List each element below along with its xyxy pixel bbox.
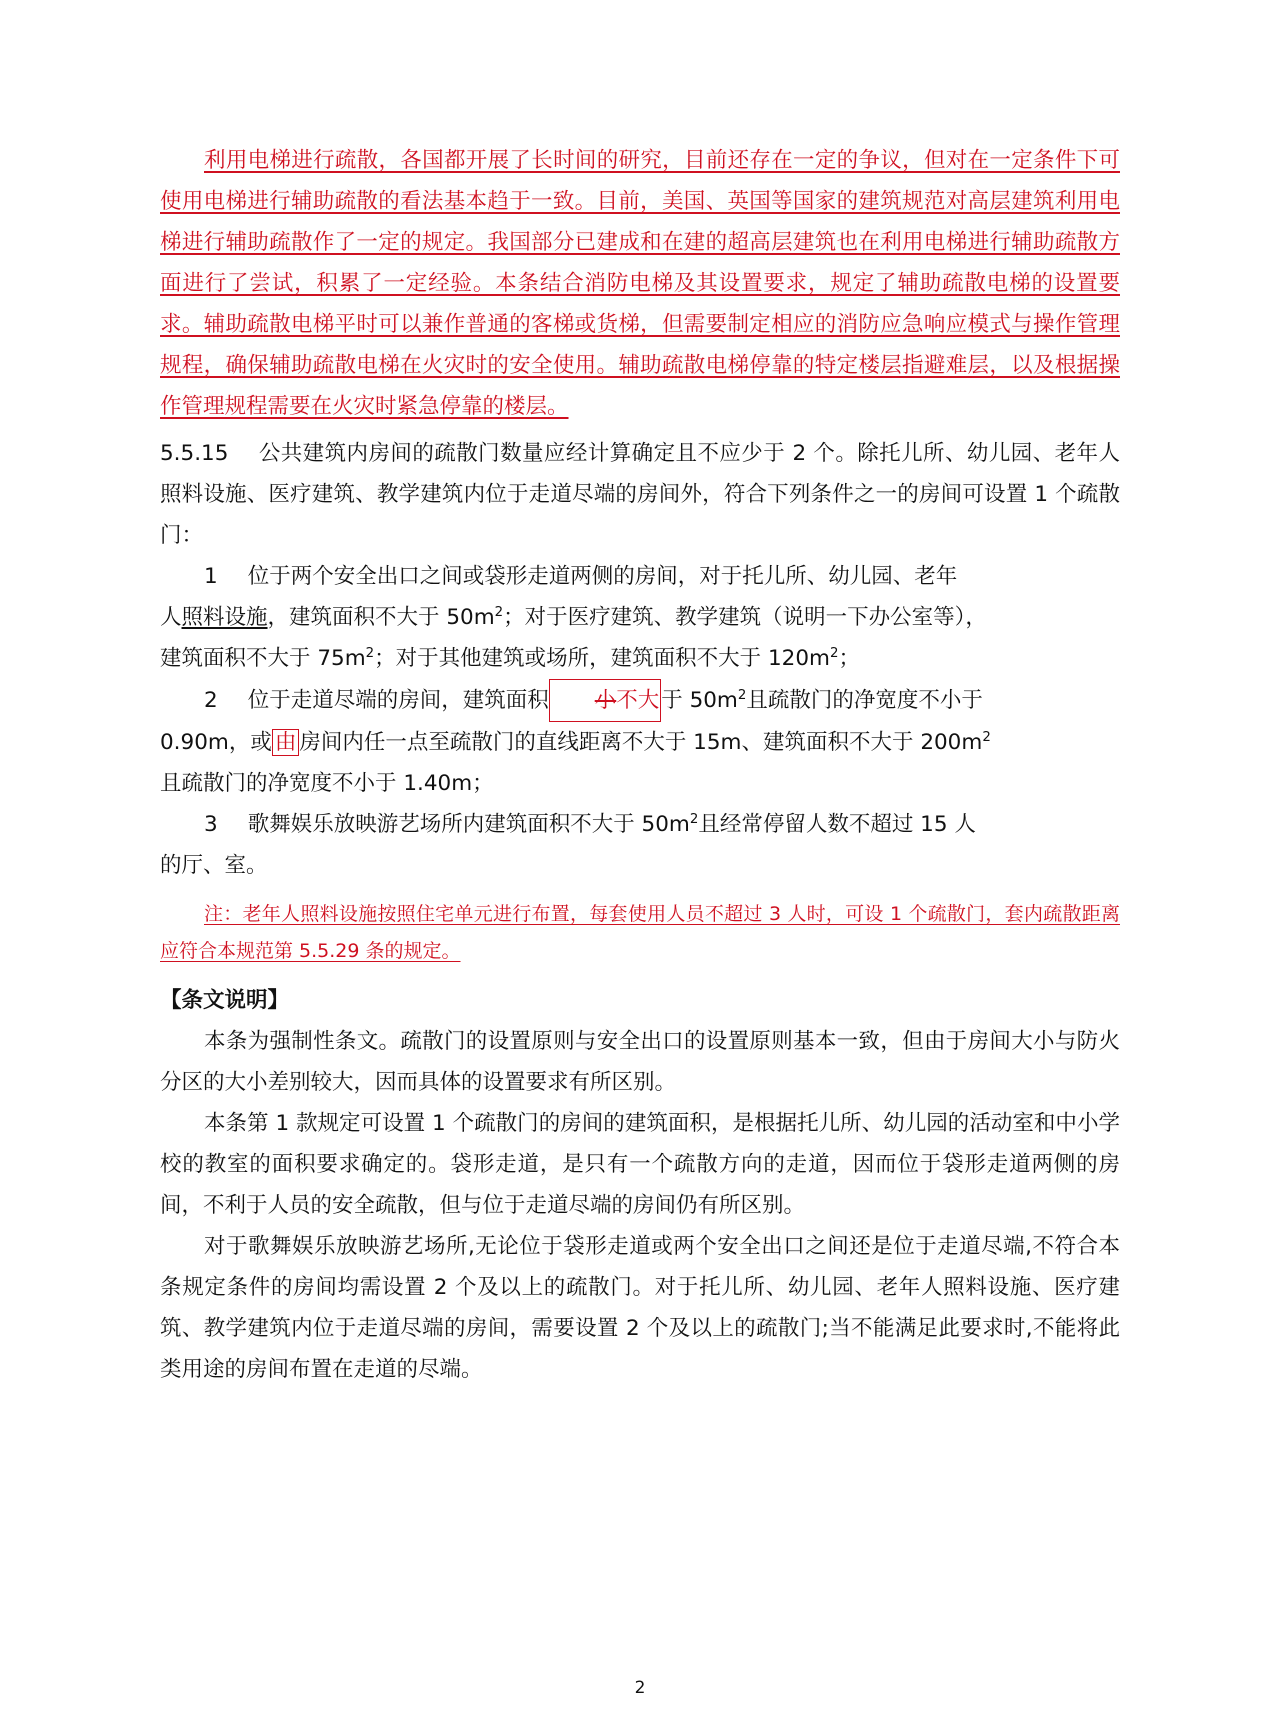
page-number: 2 (634, 1678, 646, 1698)
item-1-part-d-pre: 建筑面积不大于 75m (160, 646, 366, 671)
explanation-paragraph-2: 本条第 1 款规定可设置 1 个疏散门的房间的建筑面积，是根据托儿所、幼儿园的活动室和中小学校的教室的面积要求确定的。袋形走道，是只有一个疏散方向的走道，因而位于袋形走道两侧的房间，不利于人员的安全疏散，但与位于走道尽端的房间仍有所区别。 (160, 1111, 1120, 1218)
item-2-number: 2 (204, 688, 218, 713)
item-2-superscript-1: 2 (737, 687, 747, 703)
item-3-superscript: 2 (689, 811, 699, 827)
item-3-line-2: 的厅、室。 (160, 853, 268, 878)
item-1-part-d-mid: ；对于其他建筑或场所，建筑面积不大于 120m (374, 646, 830, 671)
item-3-number: 3 (204, 812, 218, 837)
item-1-number: 1 (204, 564, 218, 589)
item-2-line-1-post: 于 50m (661, 688, 738, 713)
item-3-text-post: 且经常停留人数不超过 15 人 (698, 812, 976, 837)
item-1-superscript-3: 2 (829, 645, 839, 661)
item-2-line-2 (160, 722, 1120, 763)
item-2-line-1-pre: 位于走道尽端的房间，建筑面积 (247, 688, 549, 713)
explanation-paragraph-1: 本条为强制性条文。疏散门的设置原则与安全出口的设置原则基本一致，但由于房间大小与防火分区的大小差别较大，因而具体的设置要求有所区别。 (160, 1029, 1120, 1095)
item-2-superscript-2: 2 (982, 729, 991, 745)
item-1 (160, 556, 1120, 597)
document-body (160, 140, 1120, 1390)
item-1-superscript-2: 2 (365, 645, 375, 661)
clause-text: 公共建筑内房间的疏散门数量应经计算确定且不应少于 2 个。除托儿所、幼儿园、老年人照料设施、医疗建筑、教学建筑内位于走道尽端的房间外，符合下列条件之一的房间可设置 1 个疏散门： (160, 441, 1120, 548)
item-3-text-pre: 歌舞娱乐放映游艺场所内建筑面积不大于 50m (247, 812, 690, 837)
item-2-inserted-text: 不大 (616, 688, 660, 713)
item-1-superscript-1: 2 (494, 604, 504, 620)
item-2-edit-box (549, 679, 662, 722)
item-1-line-3 (160, 638, 1120, 679)
item-1-part-d-end: ； (838, 646, 860, 671)
item-2-line-3: 且疏散门的净宽度不小于 1.40m； (160, 771, 494, 796)
item-1-line-2 (160, 597, 1120, 638)
revision-paragraph: 利用电梯进行疏散，各国都开展了长时间的研究，目前还存在一定的争议，但对在一定条件下可使用电梯进行辅助疏散的看法基本趋于一致。目前，美国、英国等国家的建筑规范对高层建筑利用电梯进行辅助疏散作了一定的规定。我国部分已建成和在建的超高层建筑也在利用电梯进行辅助疏散方面进行了尝试，积累了一定经验。本条结合消防电梯及其设置要求，规定了辅助疏散电梯的设置要求。辅助疏散电梯平时可以兼作普通的客梯或货梯，但需要制定相应的消防应急响应模式与操作管理规程，确保辅助疏散电梯在火灾时的安全使用。辅助疏散电梯停靠的特定楼层指避难层，以及根据操作管理规程需要在火灾时紧急停靠的楼层。 (160, 148, 1120, 419)
item-3 (160, 804, 1120, 845)
item-2-line-1-end: 且疏散门的净宽度不小于 (746, 688, 983, 713)
clause-paragraph (160, 433, 1120, 556)
clause-number: 5.5.15 (160, 441, 229, 466)
item-1-part-b-post: ，建筑面积不大于 50m (267, 605, 495, 630)
item-1-part-a: 位于两个安全出口之间或袋形走道两侧的房间，对于托儿所、幼儿园、老年 (247, 564, 958, 589)
item-1-part-b-pre: 人 (160, 605, 182, 630)
item-1-underlined-term: 照料设施 (181, 605, 268, 630)
item-2 (160, 679, 1120, 722)
item-2-line-2-post: 房间内任一点至疏散门的直线距离不大于 15m、建筑面积不大于 200m (299, 730, 983, 755)
item-1-part-c: ；对于医疗建筑、教学建筑（说明一下办公室等）， (503, 605, 987, 630)
item-2-line-2-pre: 0.90m，或 (160, 730, 272, 755)
explanation-paragraph-3: 对于歌舞娱乐放映游艺场所,无论位于袋形走道或两个安全出口之间还是位于走道尽端,不符合本条规定条件的房间均需设置 2 个及以上的疏散门。对于托儿所、幼儿园、老年人照料设施、医疗建筑、教学建筑内位于走道尽端的房间，需要设置 2 个及以上的疏散门;当不能满足此要求时,不能将此类用途的房间布置在走道的尽端。 (160, 1234, 1120, 1382)
item-2-deleted-text: 小 (594, 688, 617, 713)
clause-note: 注：老年人照料设施按照住宅单元进行布置，每套使用人员不超过 3 人时，可设 1 个疏散门，套内疏散距离应符合本规范第 5.5.29 条的规定。 (160, 903, 1120, 962)
item-2-inserted-char: 由 (272, 729, 300, 756)
explanation-heading: 【条文说明】 (160, 988, 290, 1013)
